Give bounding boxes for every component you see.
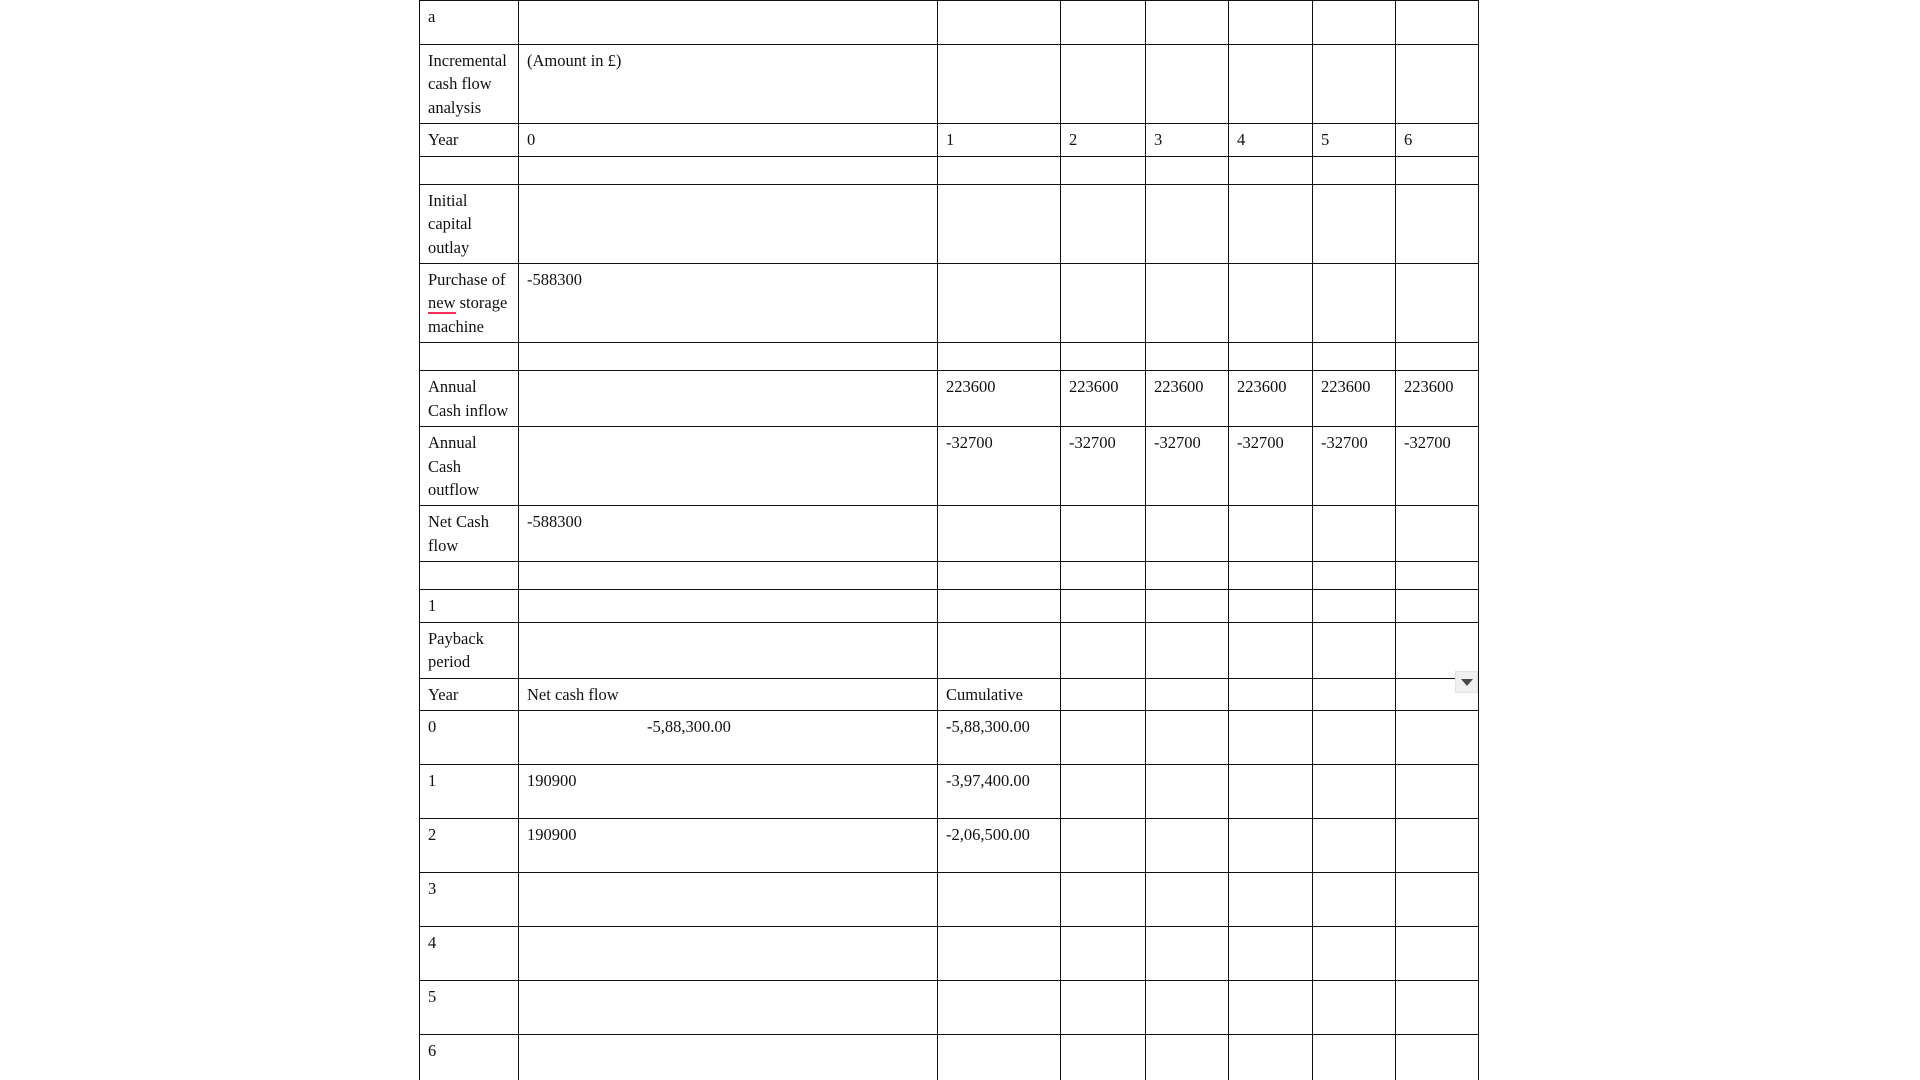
empty-cell [1229, 711, 1313, 765]
empty-cell [1061, 562, 1146, 590]
empty-cell [1396, 343, 1479, 371]
empty-cell [1061, 506, 1146, 562]
table-row-payback-entry [420, 711, 1479, 765]
empty-cell [1313, 819, 1396, 873]
year-column-3: 3 [1146, 124, 1229, 156]
empty-cell [1146, 765, 1229, 819]
table-row-section-label [420, 1, 1479, 45]
empty-cell [1061, 263, 1146, 342]
currency-note-cell: (Amount in £) [519, 45, 938, 124]
year-column-5: 5 [1313, 124, 1396, 156]
empty-cell [938, 590, 1061, 622]
empty-cell [519, 562, 938, 590]
empty-cell [1313, 765, 1396, 819]
net-cash-flow-value: -588300 [519, 506, 938, 562]
empty-cell [1229, 45, 1313, 124]
empty-cell [1396, 506, 1479, 562]
empty-cell [1396, 873, 1479, 927]
purchase-machine-value: -588300 [519, 263, 938, 342]
empty-cell [938, 506, 1061, 562]
empty-cell [1396, 562, 1479, 590]
table-row-spacer [420, 562, 1479, 590]
year-column-2: 2 [1061, 124, 1146, 156]
table-row-spacer [420, 343, 1479, 371]
empty-cell [1061, 1035, 1146, 1080]
empty-cell [1146, 622, 1229, 678]
empty-cell [1061, 184, 1146, 263]
empty-cell [1146, 156, 1229, 184]
payback-year: 1 [420, 765, 519, 819]
empty-cell [938, 263, 1061, 342]
empty-cell [938, 45, 1061, 124]
empty-cell [938, 343, 1061, 371]
empty-cell [938, 156, 1061, 184]
annual-cash-outflow-y2: -32700 [1061, 427, 1146, 506]
empty-cell [1229, 156, 1313, 184]
empty-cell [1313, 622, 1396, 678]
empty-cell [1061, 45, 1146, 124]
payback-year: 0 [420, 711, 519, 765]
empty-cell [1061, 590, 1146, 622]
section-label-cell: a [420, 1, 519, 45]
table-row-payback-entry [420, 819, 1479, 873]
payback-net-cash-flow: 190900 [519, 765, 938, 819]
payback-year: 2 [420, 819, 519, 873]
table-row-year-header [420, 124, 1479, 156]
payback-year: 3 [420, 873, 519, 927]
chevron-down-icon [1461, 679, 1473, 686]
empty-cell [938, 184, 1061, 263]
empty-cell [1396, 981, 1479, 1035]
empty-cell [1313, 711, 1396, 765]
empty-cell [519, 1, 938, 45]
empty-cell [1146, 981, 1229, 1035]
empty-cell [1396, 184, 1479, 263]
empty-cell [1146, 184, 1229, 263]
annual-cash-inflow-label: Annual Cash inflow [420, 371, 519, 427]
empty-cell [1313, 343, 1396, 371]
empty-cell [1313, 873, 1396, 927]
empty-cell [1396, 1, 1479, 45]
empty-cell [1229, 981, 1313, 1035]
year-header-label: Year [420, 124, 519, 156]
dropdown-options-button[interactable] [1455, 671, 1478, 693]
empty-cell [1229, 819, 1313, 873]
empty-cell [1229, 873, 1313, 927]
empty-cell [1313, 1035, 1396, 1080]
empty-cell [1146, 343, 1229, 371]
payback-cumulative: -2,06,500.00 [938, 819, 1061, 873]
table-row-purchase-machine [420, 263, 1479, 342]
incremental-cash-flow-table [419, 0, 1479, 1080]
empty-cell [1061, 873, 1146, 927]
empty-cell [1146, 506, 1229, 562]
annual-cash-inflow-y5: 223600 [1313, 371, 1396, 427]
empty-cell [1313, 562, 1396, 590]
empty-cell [1229, 1, 1313, 45]
empty-cell [519, 343, 938, 371]
net-cash-flow-label: Net Cash flow [420, 506, 519, 562]
empty-cell [1396, 711, 1479, 765]
empty-cell [1396, 765, 1479, 819]
table-row-payback-entry [420, 765, 1479, 819]
purchase-machine-label [420, 263, 519, 342]
empty-cell [1061, 156, 1146, 184]
empty-cell [1229, 765, 1313, 819]
table-row-spacer [420, 156, 1479, 184]
empty-cell [1313, 156, 1396, 184]
empty-cell [1229, 506, 1313, 562]
empty-cell [1229, 590, 1313, 622]
empty-cell [1229, 1035, 1313, 1080]
empty-cell [1229, 263, 1313, 342]
payback-net-cash-flow [519, 711, 938, 765]
empty-cell [1313, 506, 1396, 562]
empty-cell [519, 590, 938, 622]
empty-cell [1061, 927, 1146, 981]
initial-capital-outlay-label: Initial capital outlay [420, 184, 519, 263]
empty-cell [519, 427, 938, 506]
payback-cumulative: -5,88,300.00 [938, 711, 1061, 765]
empty-cell [1396, 622, 1479, 678]
table-row-annual-cash-inflow [420, 371, 1479, 427]
table-row-payback-entry [420, 981, 1479, 1035]
payback-col-cumulative-header: Cumulative [938, 678, 1061, 710]
annual-cash-outflow-label: Annual Cash outflow [420, 427, 519, 506]
empty-cell [938, 1, 1061, 45]
empty-cell [1229, 927, 1313, 981]
empty-cell [1313, 45, 1396, 124]
year-column-1: 1 [938, 124, 1061, 156]
annual-cash-outflow-y6: -32700 [1396, 427, 1479, 506]
empty-cell [519, 184, 938, 263]
annual-cash-outflow-y3: -32700 [1146, 427, 1229, 506]
payback-section-label: 1 [420, 590, 519, 622]
annual-cash-inflow-y3: 223600 [1146, 371, 1229, 427]
payback-net-cash-flow [519, 927, 938, 981]
empty-cell [1061, 711, 1146, 765]
annual-cash-inflow-y1: 223600 [938, 371, 1061, 427]
payback-year: 4 [420, 927, 519, 981]
payback-cumulative [938, 927, 1061, 981]
payback-cumulative [938, 981, 1061, 1035]
table-row-title [420, 45, 1479, 124]
empty-cell [420, 562, 519, 590]
empty-cell [1146, 562, 1229, 590]
empty-cell [1146, 873, 1229, 927]
table-row-payback-entry [420, 873, 1479, 927]
payback-year: 5 [420, 981, 519, 1035]
empty-cell [1146, 927, 1229, 981]
empty-cell [1396, 927, 1479, 981]
payback-col-net-cash-flow-header: Net cash flow [519, 678, 938, 710]
empty-cell [1396, 156, 1479, 184]
empty-cell [1146, 1035, 1229, 1080]
purchase-machine-text-part1: Purchase of [428, 269, 506, 289]
empty-cell [1313, 981, 1396, 1035]
payback-cumulative [938, 1035, 1061, 1080]
empty-cell [1313, 263, 1396, 342]
empty-cell [1313, 1, 1396, 45]
annual-cash-outflow-y1: -32700 [938, 427, 1061, 506]
table-row-payback-header [420, 678, 1479, 710]
payback-net-cash-flow-value: -5,88,300.00 [647, 717, 731, 737]
empty-cell [1396, 263, 1479, 342]
table-row-payback-entry [420, 1035, 1479, 1080]
payback-col-year-header: Year [420, 678, 519, 710]
payback-year: 6 [420, 1035, 519, 1080]
empty-cell [1396, 819, 1479, 873]
table-row-payback-entry [420, 927, 1479, 981]
empty-cell [1061, 819, 1146, 873]
payback-net-cash-flow [519, 981, 938, 1035]
payback-cumulative: -3,97,400.00 [938, 765, 1061, 819]
empty-cell [1229, 562, 1313, 590]
purchase-machine-text-part2: storage machine [428, 293, 508, 336]
empty-cell [1061, 678, 1146, 710]
empty-cell [420, 343, 519, 371]
payback-net-cash-flow: 190900 [519, 819, 938, 873]
empty-cell [1229, 622, 1313, 678]
empty-cell [938, 622, 1061, 678]
year-column-6: 6 [1396, 124, 1479, 156]
empty-cell [519, 371, 938, 427]
payback-cumulative [938, 873, 1061, 927]
table-row-initial-capital-outlay [420, 184, 1479, 263]
empty-cell [1061, 622, 1146, 678]
empty-cell [1396, 590, 1479, 622]
table-row-net-cash-flow [420, 506, 1479, 562]
purchase-machine-misspelled-word: new [428, 293, 456, 313]
empty-cell [1061, 765, 1146, 819]
empty-cell [1313, 678, 1396, 710]
annual-cash-inflow-y2: 223600 [1061, 371, 1146, 427]
empty-cell [1146, 263, 1229, 342]
table-row-annual-cash-outflow [420, 427, 1479, 506]
empty-cell [1061, 343, 1146, 371]
empty-cell [1146, 1, 1229, 45]
empty-cell [1229, 184, 1313, 263]
annual-cash-outflow-y5: -32700 [1313, 427, 1396, 506]
empty-cell [1146, 590, 1229, 622]
empty-cell [938, 562, 1061, 590]
year-column-4: 4 [1229, 124, 1313, 156]
empty-cell [420, 156, 519, 184]
empty-cell [1229, 343, 1313, 371]
empty-cell [1396, 1035, 1479, 1080]
annual-cash-inflow-y6: 223600 [1396, 371, 1479, 427]
payback-net-cash-flow [519, 873, 938, 927]
empty-cell [1396, 45, 1479, 124]
empty-cell [1313, 184, 1396, 263]
empty-cell [1146, 711, 1229, 765]
annual-cash-inflow-y4: 223600 [1229, 371, 1313, 427]
annual-cash-outflow-y4: -32700 [1229, 427, 1313, 506]
empty-cell [1061, 1, 1146, 45]
empty-cell [519, 156, 938, 184]
year-column-0: 0 [519, 124, 938, 156]
empty-cell [1061, 981, 1146, 1035]
analysis-title-cell: Incremental cash flow analysis [420, 45, 519, 124]
table-row-payback-title [420, 622, 1479, 678]
empty-cell [1146, 678, 1229, 710]
table-row-payback-section-label [420, 590, 1479, 622]
incremental-cash-flow-table-container [419, 0, 1479, 1080]
empty-cell [1313, 590, 1396, 622]
payback-net-cash-flow [519, 1035, 938, 1080]
empty-cell [1313, 927, 1396, 981]
empty-cell [1146, 45, 1229, 124]
empty-cell [1229, 678, 1313, 710]
empty-cell [519, 622, 938, 678]
payback-period-title: Payback period [420, 622, 519, 678]
empty-cell [1146, 819, 1229, 873]
